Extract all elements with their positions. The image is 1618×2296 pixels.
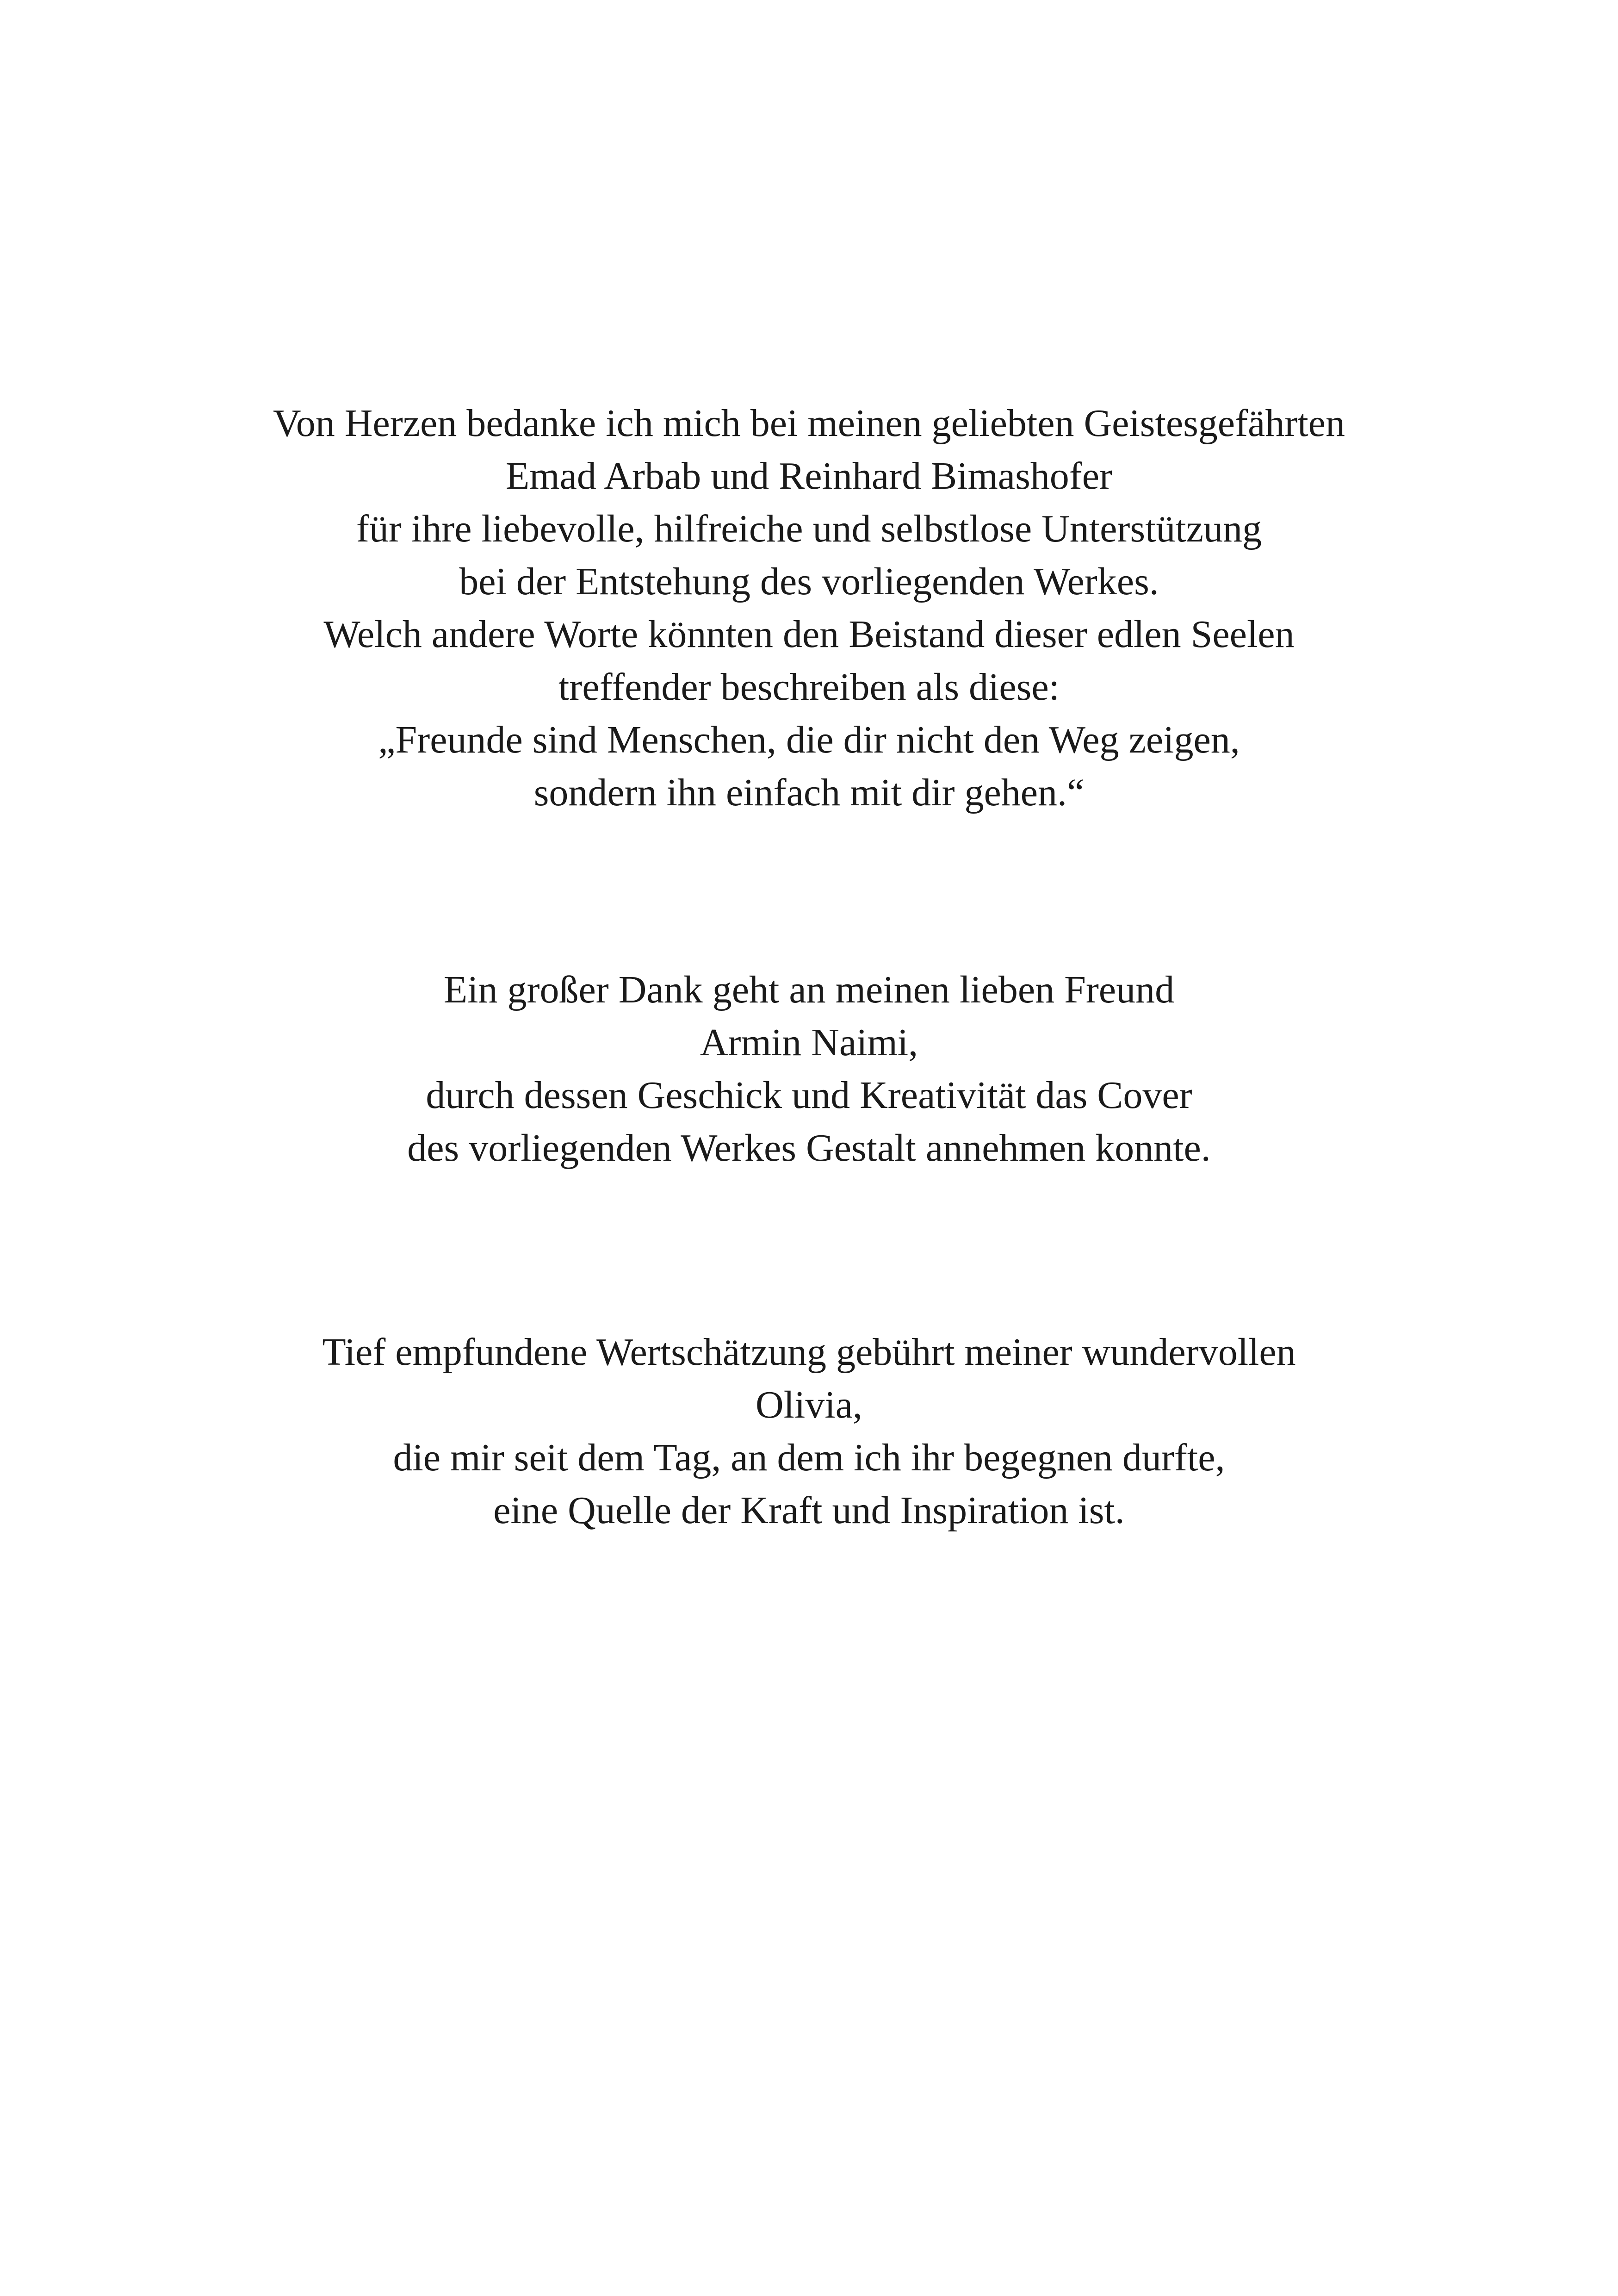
text-line: treffender beschreiben als diese: [558,666,1060,709]
text-line: die mir seit dem Tag, an dem ich ihr begegnen durfte, [393,1436,1225,1479]
text-line: Ein großer Dank geht an meinen lieben Freund [443,968,1175,1011]
quote-line: „Freunde sind Menschen, die dir nicht den Weg zeigen, [378,718,1240,761]
text-line: Tief empfundene Wertschätzung gebührt meiner wundervollen [322,1331,1296,1374]
person-name: Olivia, [756,1383,862,1426]
text-line: Emad Arbab und Reinhard Bimashofer [505,454,1113,498]
text-line: durch dessen Geschick und Kreativität das Cover [426,1074,1192,1117]
text-line: Von Herzen bedanke ich mich bei meinen geliebten Geistesgefährten [273,402,1345,445]
text-line: bei der Entstehung des vorliegenden Werkes. [459,560,1159,603]
acknowledgement-partner [0,1326,1618,1537]
text-line: eine Quelle der Kraft und Inspiration ist. [493,1489,1125,1532]
text-line: des vorliegenden Werkes Gestalt annehmen konnte. [407,1126,1211,1170]
acknowledgement-friends [0,397,1618,819]
text-line: Welch andere Worte könnten den Beistand dieser edlen Seelen [323,613,1295,656]
quote-line: sondern ihn einfach mit dir gehen.“ [533,771,1085,814]
person-name: Armin Naimi, [700,1021,918,1064]
text-line: für ihre liebevolle, hilfreiche und selbstlose Unterstützung [356,507,1262,550]
acknowledgement-cover-artist [0,964,1618,1175]
